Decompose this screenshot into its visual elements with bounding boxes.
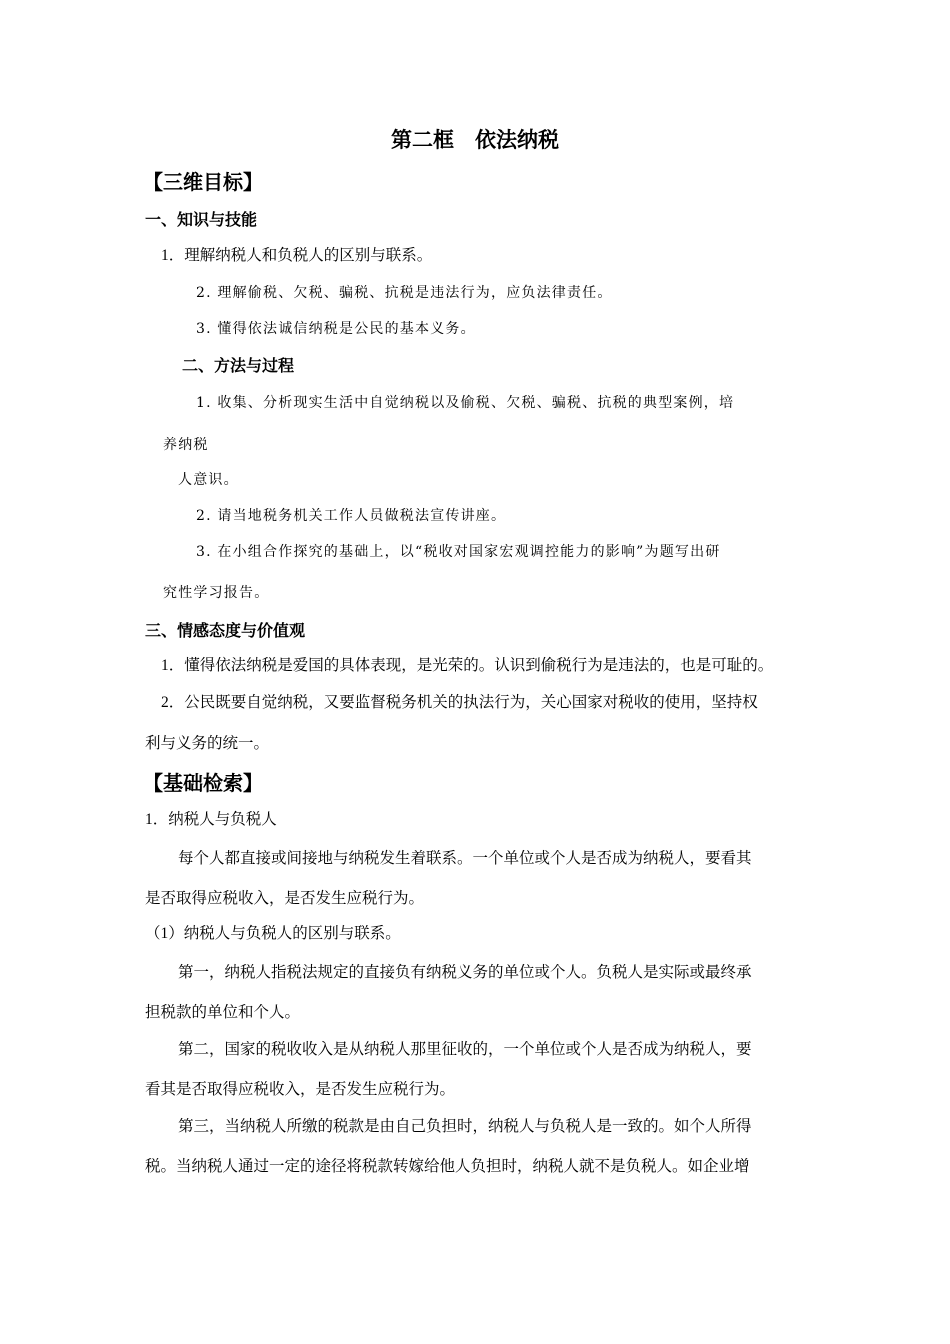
method-item-1-line-3: 人意识。 [178,472,239,488]
knowledge-item-1: 1．理解纳税人和负税人的区别与联系。 [161,247,433,264]
method-item-1-line-1: 1. 收集、分析现实生活中自觉纳税以及偷税、欠税、骗税、抗税的典型案例，培 [196,395,735,411]
knowledge-heading: 一、知识与技能 [145,210,258,229]
knowledge-item-2: 2. 理解偷税、欠税、骗税、抗税是违法行为，应负法律责任。 [196,285,613,301]
basics-paragraph-1-line-1: 每个人都直接或间接地与纳税发生着联系。一个单位或个人是否成为纳税人，要看其 [178,850,752,867]
third-point-line-2: 税。当纳税人通过一定的途径将税款转嫁给他人负担时，纳税人就不是负税人。如企业增 [145,1158,750,1175]
basics-heading: 【基础检索】 [143,771,263,795]
second-point-line-1: 第二，国家的税收收入是从纳税人那里征收的，一个单位或个人是否成为纳税人，要 [178,1041,752,1058]
basics-subpoint-1: （1）纳税人与负税人的区别与联系。 [145,925,401,942]
method-item-1-line-2: 养纳税 [163,437,209,453]
method-item-2: 2. 请当地税务机关工作人员做税法宣传讲座。 [196,508,507,524]
basics-point-1: 1．纳税人与负税人 [145,811,277,828]
first-point-line-2: 担税款的单位和个人。 [145,1004,301,1021]
basics-paragraph-1-line-2: 是否取得应税收入，是否发生应税行为。 [145,890,425,907]
emotion-item-2-line-2: 利与义务的统一。 [145,735,270,752]
first-point-line-1: 第一，纳税人指税法规定的直接负有纳税义务的单位或个人。负税人是实际或最终承 [178,964,752,981]
emotion-item-2-line-1: 2．公民既要自觉纳税，又要监督税务机关的执法行为，关心国家对税收的使用，坚持权 [161,694,758,711]
method-heading: 二、方法与过程 [182,356,295,375]
second-point-line-2: 看其是否取得应税收入，是否发生应税行为。 [145,1081,456,1098]
third-point-line-1: 第三，当纳税人所缴的税款是由自己负担时，纳税人与负税人是一致的。如个人所得 [178,1118,752,1135]
emotion-item-1: 1．懂得依法纳税是爱国的具体表现，是光荣的。认识到偷税行为是违法的，也是可耻的。 [161,657,774,674]
page-title: 第二框 依法纳税 [391,128,559,152]
goals-heading: 【三维目标】 [143,170,263,194]
emotion-heading: 三、情感态度与价值观 [145,621,306,640]
knowledge-item-3: 3. 懂得依法诚信纳税是公民的基本义务。 [196,321,476,337]
method-item-3-line-1: 3. 在小组合作探究的基础上，以“税收对国家宏观调控能力的影响”为题写出研 [196,544,721,560]
method-item-3-line-2: 究性学习报告。 [163,585,270,601]
